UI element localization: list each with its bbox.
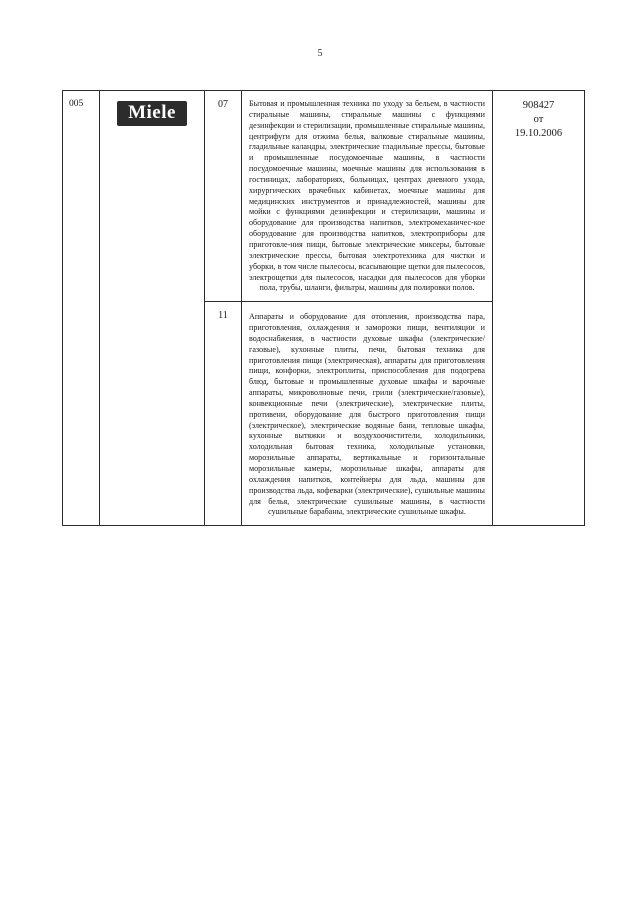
page-number: 5 [317,48,323,59]
row-number-cell [63,91,100,526]
registry-table [62,90,585,526]
table-row [63,91,585,302]
registry-table-wrapper [62,90,579,526]
class-code-11: 11 [218,310,228,322]
registration-date: 19.10.2006 [514,128,563,140]
class-code-cell-07 [205,91,242,302]
class-code-07: 07 [218,99,228,110]
row-number: 005 [69,99,84,109]
trademark-logo-cell [100,91,205,526]
registration-info [493,91,584,142]
class-code-cell-11 [205,302,242,526]
class-description-cell-07 [242,91,493,302]
class-description-07: Бытовая и промышленная техника по уходу за бельем, в частности стиральные машины, стиральные машины с функциями дезинфекции и стерилизации, промышленные стиральные машины, центрифуги для отжима белья, валковые стиральные машины, гладильные каландры, электрические гладильные прессы, бытовые и промышленные посудомоечные машины, в частности посудомоечные машины, моечные машины для использования в гостиницах, лабораториях, больницах, центрах дневного ухода, хирургических врачебных кабинетах, моечные машины для медицинских инструментов и принадлежностей, машины для мойки с функциями дезинфекции и стерилизации, машины и оборудование для производства напитков, электромеханичес-кое оборудование для производства напитков, электроприборы для приготовле-ния пищи, бытовые электрические миксеры, бытовые электрические прессы, бытовая электротехника для чистки и уборки, в том числе пылесосы, всасывающие щетки для пылесосов, электрощетки для пылесосов, насадки для пылесосов для уборки пола, трубы, шланги, фильтры, машины для полировки полов. [249,99,485,293]
class-description-11: Аппараты и оборудование для отопления, производства пара, приготовления, охлаждения и заморозки пищи, вентиляции и водоснабжения, в частности духовые шкафы (электрические/газовые), кухонные плиты, печи, бытовая техника для приготовления пищи (электрическая), аппараты для приготовления пищи, конфорки, электроплиты, приспособления для подогрева блюд, бытовые и промышленные духовые шкафы и варочные аппараты, микроволновые печи, грили (электрические/газовые), конвекционные печи (электрические), электрические плиты, противени, оборудование для быстрого приготовления пищи (электрическое), электрические водяные бани, тепловые шкафы, кухонные вытяжки и воздухоочистители, холодильники, холодильная бытовая техника, холодильные установки, морозильные аппараты, вертикальные и горизонтальные морозильные камеры, морозильные шкафы, аппараты для охлаждения напитков, контейнеры для льда, машины для производства льда, кофеварки (электрические), сушильные машины для белья, электрические сушильные машины, в частности сушильные барабаны, электрические сушильные шкафы. [249,312,485,517]
miele-logo: Miele [117,101,187,126]
registration-number: 908427 [522,100,555,111]
class-description-cell-11 [242,302,493,526]
registration-date-prefix: от [533,114,544,126]
registration-cell [493,91,585,526]
